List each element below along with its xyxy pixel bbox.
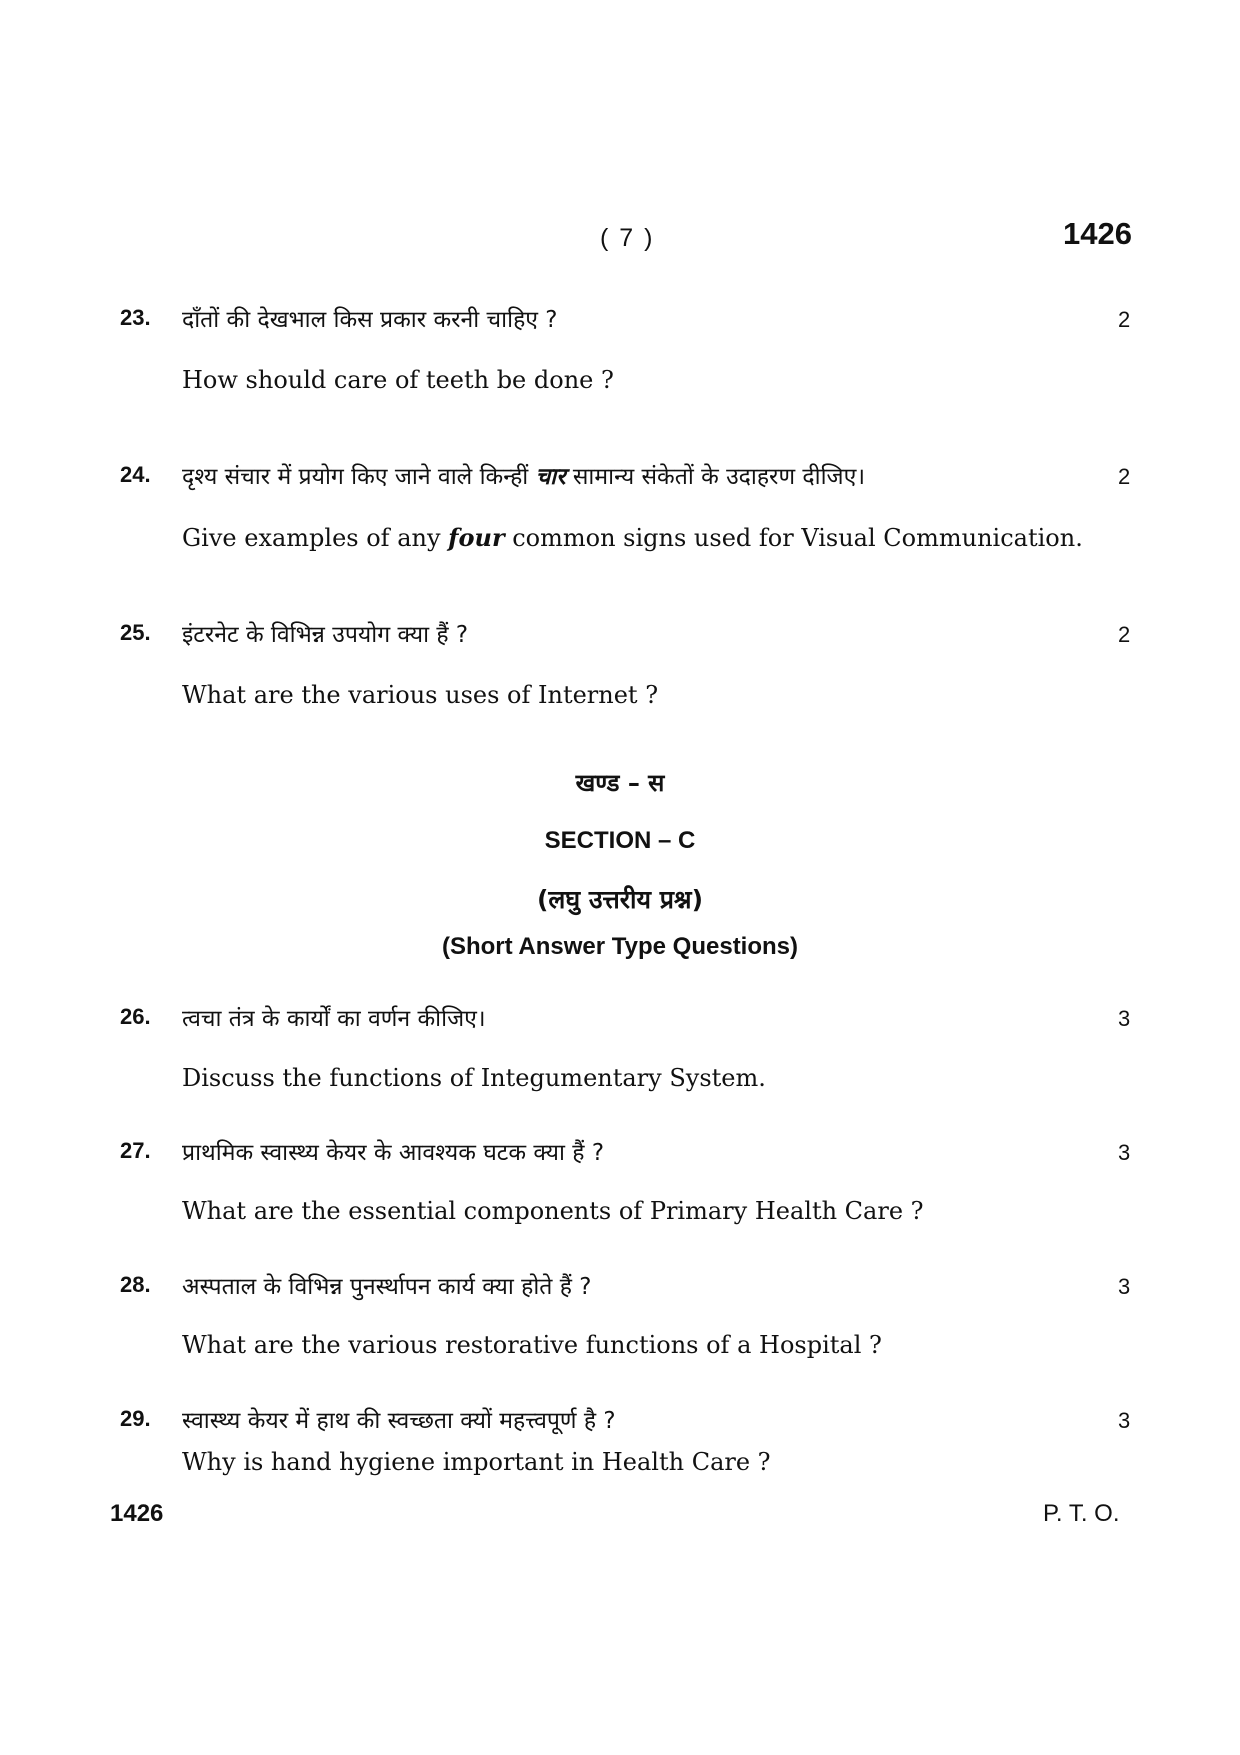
question-26-english: Discuss the functions of Integumentary System. bbox=[182, 1064, 766, 1092]
section-title-hindi: खण्ड – स bbox=[575, 769, 665, 797]
question-29-number: 29. bbox=[120, 1406, 151, 1431]
paper-code-top: 1426 bbox=[1063, 216, 1132, 251]
question-27-number: 27. bbox=[120, 1138, 151, 1163]
question-28-marks: 3 bbox=[1118, 1274, 1131, 1299]
question-26-marks: 3 bbox=[1118, 1006, 1131, 1031]
question-23-english: How should care of teeth be done ? bbox=[182, 366, 614, 394]
question-26-hindi: त्वचा तंत्र के कार्यों का वर्णन कीजिए। bbox=[182, 1006, 486, 1032]
question-25-hindi: इंटरनेट के विभिन्न उपयोग क्या हैं ? bbox=[182, 622, 469, 648]
section-subtitle-english: (Short Answer Type Questions) bbox=[441, 933, 799, 960]
paper-code-bottom: 1426 bbox=[110, 1500, 164, 1527]
question-28-hindi: अस्पताल के विभिन्न पुनर्स्थापन कार्य क्या होते हैं ? bbox=[182, 1274, 592, 1300]
question-29-english: Why is hand hygiene important in Health Care ? bbox=[182, 1448, 771, 1476]
page-number: ( 7 ) bbox=[600, 224, 655, 252]
question-29-marks: 3 bbox=[1118, 1408, 1131, 1433]
section-subtitle-hindi: (लघु उत्तरीय प्रश्न) bbox=[536, 885, 704, 914]
question-27-hindi: प्राथमिक स्वास्थ्य केयर के आवश्यक घटक क्या हैं ? bbox=[182, 1140, 605, 1166]
question-23-number: 23. bbox=[120, 305, 151, 330]
question-27-marks: 3 bbox=[1118, 1140, 1131, 1165]
question-23-marks: 2 bbox=[1118, 307, 1131, 332]
please-turn-over: P. T. O. bbox=[1043, 1500, 1120, 1527]
question-25-marks: 2 bbox=[1118, 622, 1131, 647]
question-28-english: What are the various restorative functions of a Hospital ? bbox=[182, 1331, 882, 1359]
question-24-english: Give examples of any four common signs used for Visual Communication. bbox=[182, 523, 1083, 552]
question-28-number: 28. bbox=[120, 1272, 151, 1297]
question-24-marks: 2 bbox=[1118, 464, 1131, 489]
question-24-number: 24. bbox=[120, 462, 151, 487]
section-title-english: SECTION – C bbox=[544, 827, 696, 854]
question-29-hindi: स्वास्थ्य केयर में हाथ की स्वच्छता क्यों महत्त्वपूर्ण है ? bbox=[182, 1408, 616, 1434]
question-25-number: 25. bbox=[120, 620, 151, 645]
question-24-english-emphasis: four bbox=[448, 523, 505, 552]
question-24-hindi-emphasis: चार bbox=[535, 464, 566, 490]
question-24-hindi: दृश्य संचार में प्रयोग किए जाने वाले किन्हीं चार सामान्य संकेतों के उदाहरण दीजिए। bbox=[182, 464, 866, 490]
question-23-hindi: दाँतों की देखभाल किस प्रकार करनी चाहिए ? bbox=[182, 307, 558, 333]
question-27-english: What are the essential components of Primary Health Care ? bbox=[182, 1197, 924, 1225]
question-25-english: What are the various uses of Internet ? bbox=[182, 681, 659, 709]
question-26-number: 26. bbox=[120, 1004, 151, 1029]
